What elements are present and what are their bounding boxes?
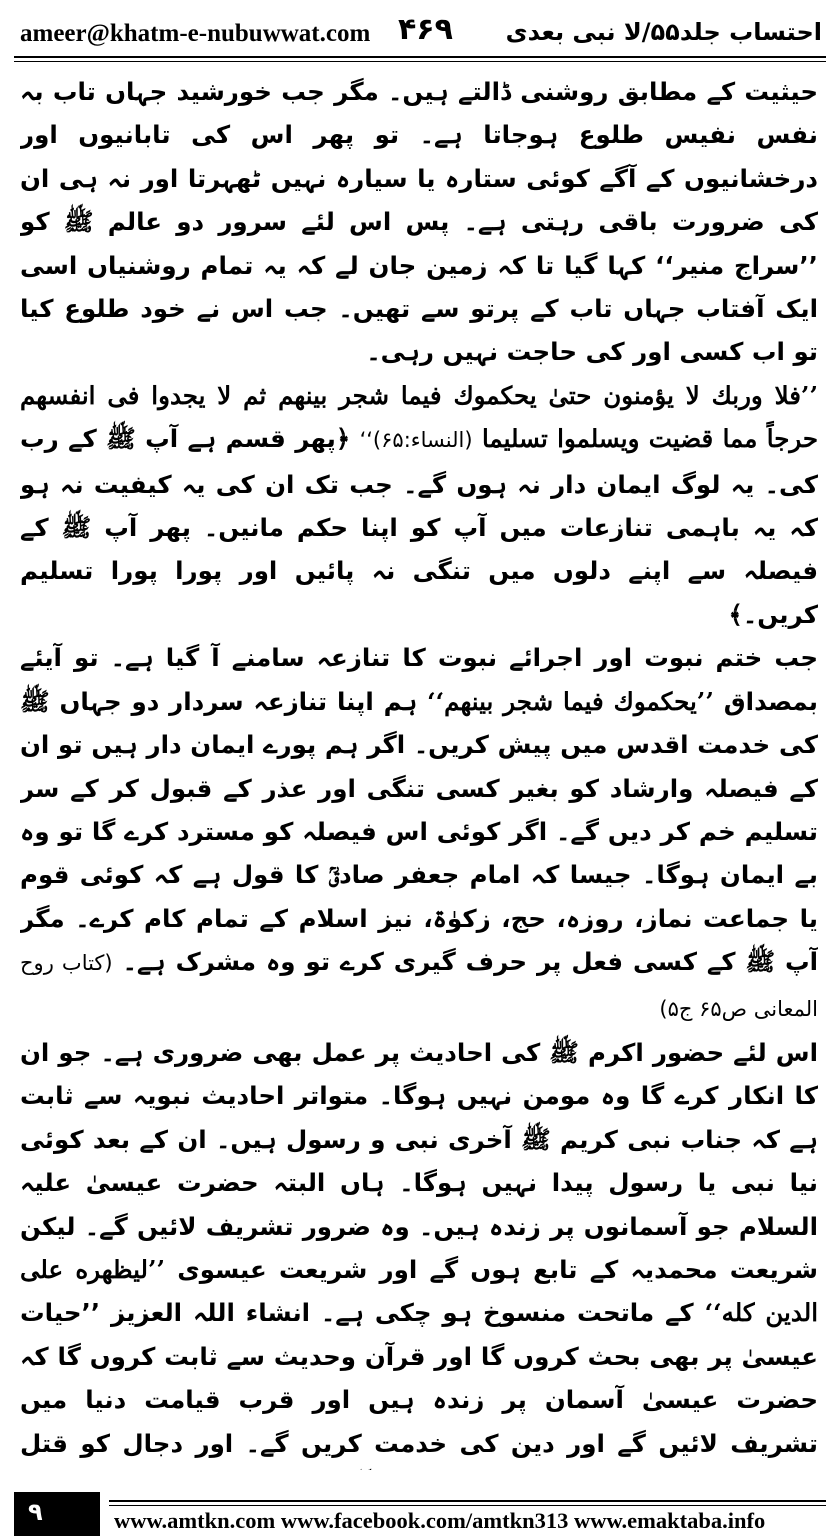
header-email[interactable]: ameer@khatm-e-nubuwwat.com: [20, 20, 371, 47]
page-header: [14, 8, 826, 56]
paragraph-4-text-cont: کے ماتحت منسوخ ہو چکی ہے۔ انشاء اللہ العزیز ’’حیات عیسیٰ پر بھی بحث کروں گا اور قرآن وحدیث سے ثابت کروں گا کہ حضرت عیسیٰ آسمان پر زندہ ہیں اور قرب قیامت دنیا میں تشریف لائیں گے اور دین کی خدمت کریں گے۔ اور دجال کو قتل: [20, 1298, 818, 1458]
header-rule: [14, 56, 826, 58]
footer-rule: [109, 1500, 826, 1502]
paragraph-4: [20, 1031, 818, 1470]
quran-paragraph: [20, 374, 818, 636]
page-number: ۴۶۹: [398, 12, 453, 47]
footer-rule-thin: [109, 1505, 826, 1506]
paragraph-4-arabic: ’’ليظهره على الدين كله‘‘: [20, 1254, 818, 1328]
paragraph-1: حیثیت کے مطابق روشنی ڈالتے ہیں۔ مگر جب خورشید جہاں تاب بہ نفس نفیس طلوع ہوجاتا ہے۔ تو پھر اس کی تابانیوں اور درخشانیوں کے آگے کوئی ستارہ یا سیارہ نہیں ٹھہرتا اور نہ ہی ان کی ضرورت باقی رہتی ہے۔ پس اس لئے سرور دو عالم ﷺ کو ’’سراج منیر‘‘ کہا گیا تا کہ زمین جان لے کہ یہ تمام روشنیاں اسی ایک آفتاب جہاں تاب کے پرتو سے تھیں۔ جب اس نے خود طلوع کیا تو اب کسی اور کی حاجت نہیں رہی۔: [20, 77, 818, 367]
paragraph-3-text: ہم اپنا تنازعہ سردار دو جہاں ﷺ کی خدمت اقدس میں پیش کریں۔ اگر ہم پورے ایمان دار ہیں تو ان کے فیصلہ وارشاد کو بغیر کسی تنگی اور عذر کے قبول کر کے سر تسلیم خم کر دیں گے۔ اگر کوئی اس فیصلہ کو مسترد کرے گا تو وہ بے ایمان ہوگا۔ جیسا کہ امام جعفر صادقؒ کا قول ہے کہ کوئی قوم یا جماعت نماز، روزہ، حج، زکوٰۃ، نیز اسلام کے تمام کام کرے۔ مگر آپ ﷺ کے کسی فعل پر حرف گیری کرے تو وہ مشرک ہے۔: [20, 686, 818, 977]
book-title: احتساب جلد۵۵/لا نبی بعدی: [505, 18, 822, 46]
paragraph-3-intro: جب ختم نبوت اور اجرائے نبوت کا تنازعہ سامنے آ گیا ہے۔ تو آیئے بمصداق: [20, 643, 818, 716]
paragraph-3-arabic: ’’يحكموك فيما شجر بينهم‘‘: [427, 686, 714, 716]
quran-ayah: ’’فلا وربك لا يؤمنون حتىٰ يحكموك فيما شجر بينهم ثم لا يجدوا فى انفسهم حرجاً مما قضيت ويسلموا تسليما: [20, 380, 818, 454]
paragraph-3: [20, 636, 818, 1031]
quran-reference: (النساء:۶۵)‘‘: [359, 428, 473, 453]
page-footer: [14, 1492, 826, 1536]
page-body: [20, 70, 818, 1470]
header-rule-thin: [14, 61, 826, 62]
paragraph-4-text: اس لئے حضور اکرم ﷺ کی احادیث پر عمل بھی ضروری ہے۔ جو ان کا انکار کرے گا وہ مومن نہیں ہوگا۔ متواتر احادیث نبویہ سے ثابت ہے کہ جناب نبی کریم ﷺ آخری نبی و رسول ہیں۔ ان کے بعد کوئی نیا نبی یا رسول پیدا نہیں ہوگا۔ ہاں البتہ حضرت عیسیٰ علیہ السلام جو آسمانوں پر زندہ ہیں۔ وہ ضرور تشریف لائیں گے۔ لیکن شریعت محمدیہ کے تابع ہوں گے اور شریعت عیسوی: [20, 1037, 818, 1284]
section-number-box: ۹: [14, 1492, 100, 1536]
paragraph-3-reference: (کتاب روح المعانی ص۶۵ ج۵): [20, 951, 818, 1021]
footer-urls[interactable]: www.amtkn.com www.facebook.com/amtkn313 www.emaktaba.info: [114, 1508, 766, 1533]
quran-translation: ﴿پھر قسم ہے آپ ﷺ کے رب کی۔ یہ لوگ ایمان دار نہ ہوں گے۔ جب تک ان کی یہ کیفیت نہ ہو کہ یہ باہمی تنازعات میں آپ کو اپنا حکم مانیں۔ پھر آپ ﷺ کے فیصلہ سے اپنے دلوں میں تنگی نہ پائیں اور پورا پورا تسلیم کریں۔﴾: [20, 424, 818, 629]
